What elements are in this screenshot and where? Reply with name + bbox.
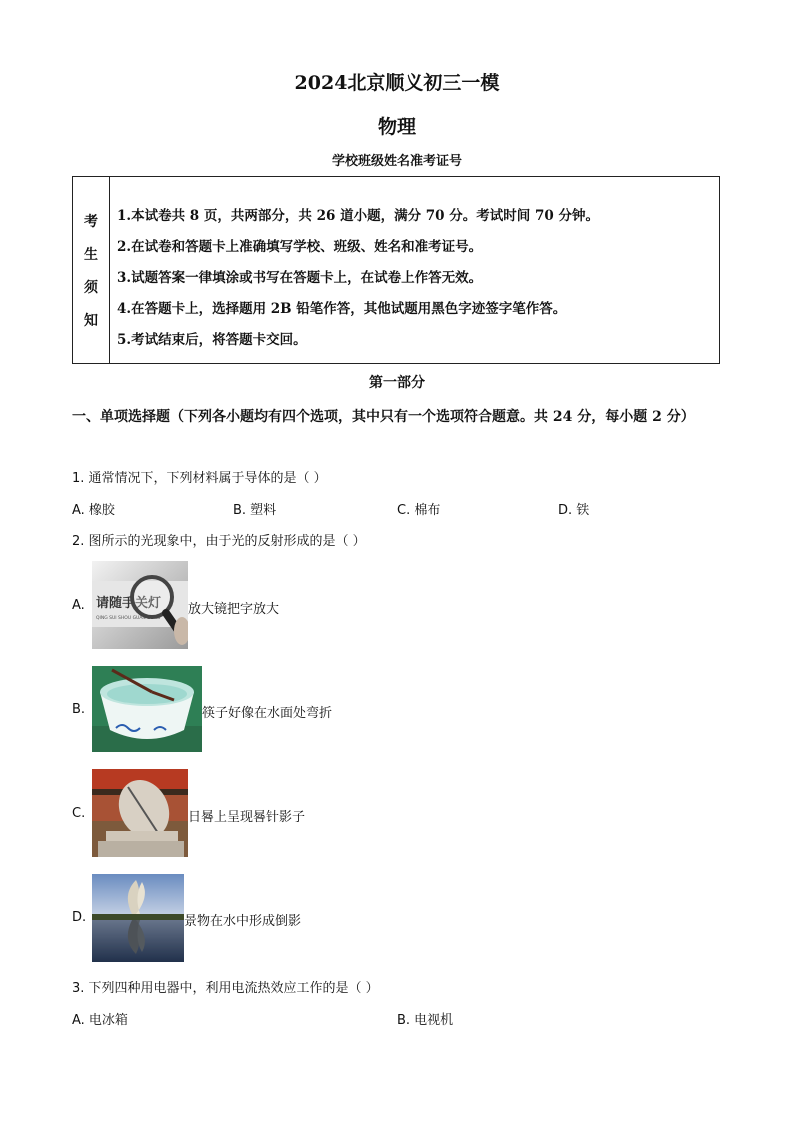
magnifier-photo	[92, 561, 188, 649]
notice-heading	[73, 177, 110, 363]
question-2-option-c-caption: 日晷上呈现晷针影子	[188, 810, 306, 825]
notice-item: 3.试题答案一律填涂或书写在答题卡上，在试卷上作答无效。	[117, 270, 483, 286]
notice-heading-char: 知	[84, 312, 98, 329]
question-3-option-a: A. 电冰箱	[72, 1013, 128, 1028]
question-1-stem: 1. 通常情况下，下列材料属于导体的是（ ）	[72, 471, 327, 486]
question-1-option-b: B. 塑料	[233, 503, 277, 518]
notice-list	[117, 201, 599, 356]
notice-item: 1.本试卷共 8 页，共两部分，共 26 道小题，满分 70 分。考试时间 70 分钟。	[117, 208, 599, 224]
section-title: 一、单项选择题（下列各小题均有四个选项，其中只有一个选项符合题意。共 24 分，每小题 2 分）	[72, 409, 695, 425]
sundial-photo	[92, 769, 188, 857]
reflection-photo	[92, 874, 184, 962]
subject-title: 物理	[377, 116, 416, 138]
notice-item: 5.考试结束后，将答题卡交回。	[117, 332, 307, 348]
notice-item: 2.在试卷和答题卡上准确填写学校、班级、姓名和准考证号。	[117, 239, 483, 255]
chopsticks-bowl-photo	[92, 666, 202, 752]
question-2-option-a-letter: A.	[72, 598, 85, 613]
magnifier-sign-text: 请随手关灯	[96, 596, 162, 611]
notice-item: 4.在答题卡上，选择题用 2B 铅笔作答，其他试题用黑色字迹签字笔作答。	[117, 301, 567, 317]
question-2-option-d-caption: 景物在水中形成倒影	[184, 914, 302, 929]
page-title: 2024北京顺义初三一模	[294, 72, 500, 94]
question-1-option-a: A. 橡胶	[72, 503, 115, 518]
question-2-option-c-letter: C.	[72, 806, 86, 821]
question-2-option-d-letter: D.	[72, 910, 87, 925]
question-3-option-b: B. 电视机	[397, 1013, 454, 1028]
question-2-option-b-letter: B.	[72, 702, 86, 717]
question-1-option-c: C. 棉布	[397, 503, 441, 518]
notice-heading-char: 须	[84, 279, 98, 296]
question-1-option-d: D. 铁	[558, 503, 590, 518]
question-2-option-a-caption: 放大镜把字放大	[188, 602, 280, 617]
exam-notice-box	[72, 176, 720, 364]
question-2-option-b-caption: 筷子好像在水面处弯折	[202, 706, 333, 721]
question-2-stem: 2. 图所示的光现象中，由于光的反射形成的是（ ）	[72, 534, 366, 549]
notice-heading-char: 生	[84, 246, 98, 263]
part-title: 第一部分	[369, 375, 425, 391]
student-info-fields: 学校班级姓名准考证号	[331, 154, 462, 169]
notice-heading-char: 考	[84, 213, 98, 230]
magnifier-sign-pinyin: QING SUI SHOU GUAN DENG	[96, 616, 161, 621]
question-3-stem: 3. 下列四种用电器中，利用电流热效应工作的是（ ）	[72, 981, 379, 996]
